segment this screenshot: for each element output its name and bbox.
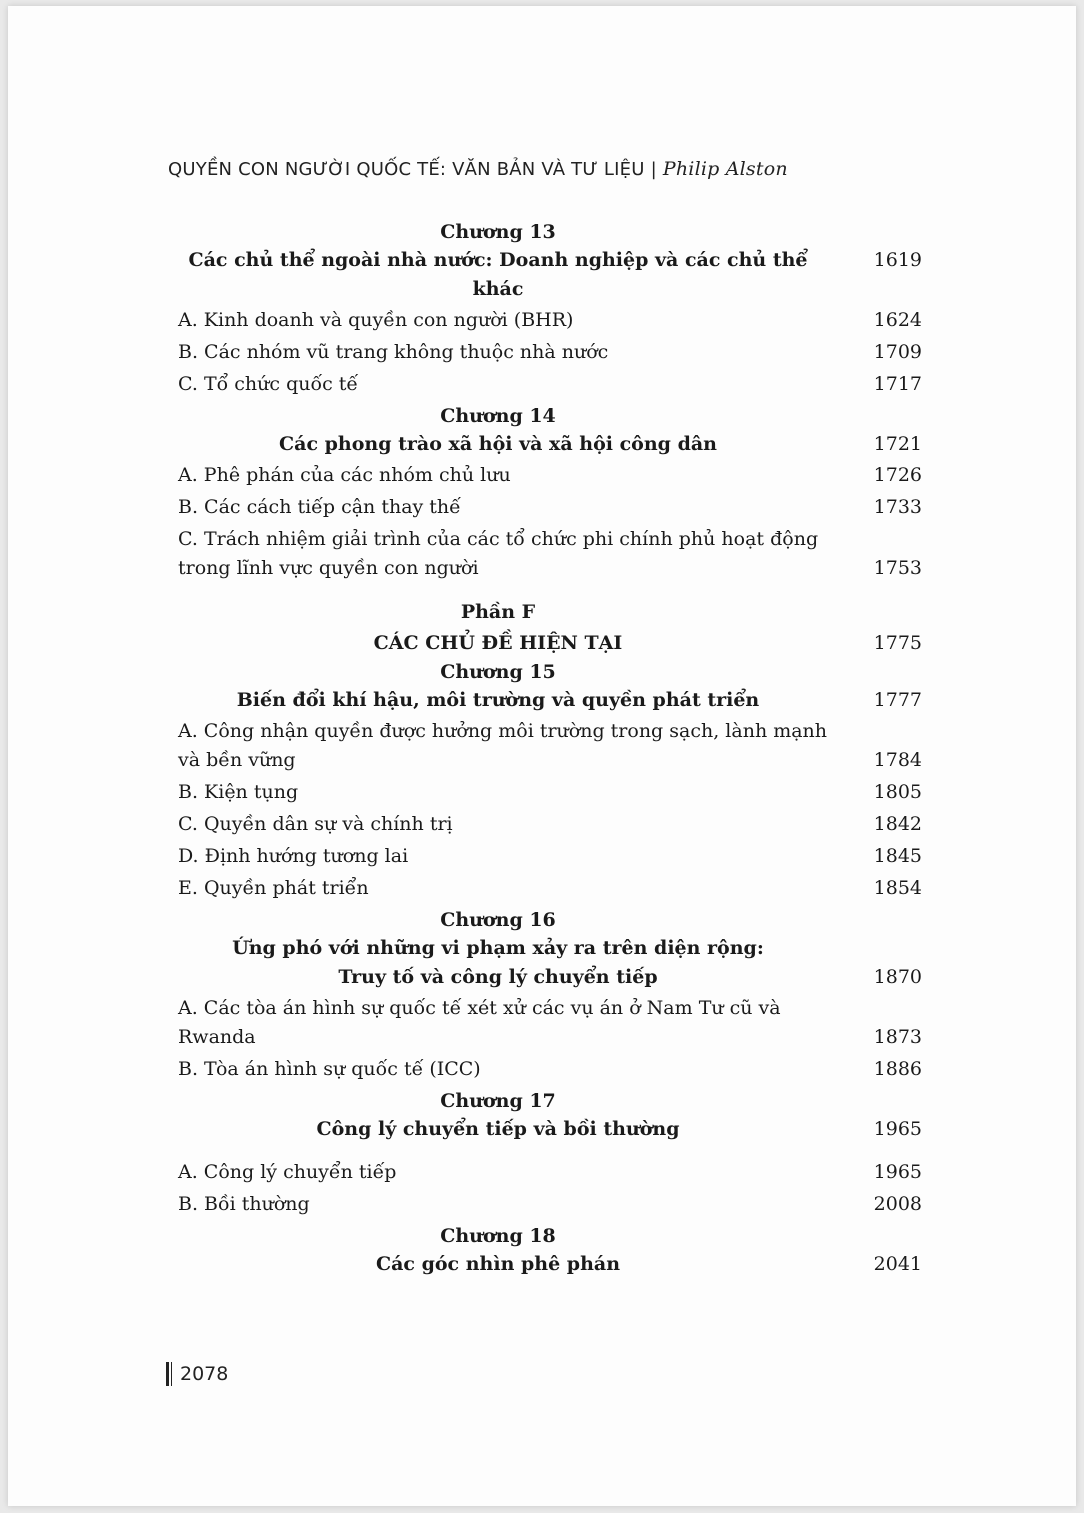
chapter-16-title-line1: Ứng phó với những vi phạm xảy ra trên diện rộng: — [232, 937, 764, 959]
chapter-16-heading-line1 — [178, 934, 922, 963]
entry-page: 1845 — [873, 845, 922, 867]
chapter-17-heading — [178, 1115, 922, 1144]
entry-page: 1726 — [873, 464, 922, 486]
header-separator: | — [650, 159, 657, 180]
toc-entry — [178, 717, 922, 775]
chapter-14-label: Chương 14 — [440, 405, 556, 427]
chapter-18-heading — [178, 1250, 922, 1279]
entry-page: 1965 — [873, 1161, 922, 1183]
toc-entry — [178, 306, 922, 335]
part-f-page: 1775 — [873, 632, 922, 654]
entry-page: 1842 — [873, 813, 922, 835]
toc-entry — [178, 525, 922, 583]
entry-page: 1709 — [873, 341, 922, 363]
toc-entry — [178, 338, 922, 367]
entry-page: 1717 — [873, 373, 922, 395]
chapter-17-title: Công lý chuyển tiếp và bồi thường — [316, 1118, 680, 1140]
entry-text: A. Các tòa án hình sự quốc tế xét xử các vụ án ở Nam Tư cũ và Rwanda — [178, 997, 781, 1048]
book-title: QUYỀN CON NGƯỜI QUỐC TẾ: VĂN BẢN VÀ TƯ LIỆU — [168, 159, 645, 180]
entry-page: 1873 — [873, 1026, 922, 1048]
running-head — [168, 158, 788, 180]
chapter-13-heading — [178, 246, 922, 304]
chapter-18-label: Chương 18 — [440, 1225, 556, 1247]
toc-entry — [178, 461, 922, 490]
entry-page: 1805 — [873, 781, 922, 803]
entry-text: A. Phê phán của các nhóm chủ lưu — [178, 464, 511, 486]
toc-entry — [178, 493, 922, 522]
chapter-15-heading — [178, 686, 922, 715]
part-f-title: CÁC CHỦ ĐỀ HIỆN TẠI — [373, 632, 623, 654]
entry-page: 1624 — [873, 309, 922, 331]
entry-page: 1733 — [873, 496, 922, 518]
entry-text: A. Kinh doanh và quyền con người (BHR) — [178, 309, 574, 331]
chapter-16-label: Chương 16 — [440, 909, 556, 931]
toc-entry — [178, 778, 922, 807]
entry-text: E. Quyền phát triển — [178, 877, 369, 899]
entry-page: 2008 — [873, 1193, 922, 1215]
entry-page: 1784 — [873, 749, 922, 771]
toc-entry — [178, 874, 922, 903]
chapter-15-page: 1777 — [873, 689, 922, 711]
page-footer — [166, 1362, 228, 1386]
book-page — [8, 6, 1076, 1506]
chapter-16-title-line2: Truy tố và công lý chuyển tiếp — [338, 966, 658, 988]
toc-entry — [178, 1190, 922, 1219]
chapter-16-heading-line2 — [178, 963, 922, 992]
toc-entry — [178, 810, 922, 839]
entry-text: C. Trách nhiệm giải trình của các tổ chức phi chính phủ hoạt động trong lĩnh vực quyền con người — [178, 528, 819, 579]
part-f-label: Phần F — [460, 601, 536, 623]
chapter-16-page: 1870 — [873, 966, 922, 988]
toc-entry — [178, 370, 922, 399]
toc-entry — [178, 1158, 922, 1187]
toc-entry — [178, 1055, 922, 1084]
entry-page: 1753 — [873, 557, 922, 579]
author-name: Philip Alston — [662, 158, 788, 180]
chapter-14-title: Các phong trào xã hội và xã hội công dân — [279, 433, 717, 455]
chapter-15-label: Chương 15 — [440, 661, 556, 683]
entry-text: C. Tổ chức quốc tế — [178, 373, 359, 395]
chapter-13-title: Các chủ thể ngoài nhà nước: Doanh nghiệp và các chủ thể khác — [188, 249, 808, 300]
entry-text: B. Các nhóm vũ trang không thuộc nhà nước — [178, 341, 609, 363]
entry-text: B. Bồi thường — [178, 1193, 310, 1215]
toc-entry — [178, 994, 922, 1052]
chapter-17-label: Chương 17 — [440, 1090, 556, 1112]
chapter-15-title: Biến đổi khí hậu, môi trường và quyền phát triển — [236, 689, 760, 711]
part-f-heading — [178, 629, 922, 658]
entry-page: 1854 — [873, 877, 922, 899]
entry-text: A. Công lý chuyển tiếp — [178, 1161, 397, 1183]
entry-text: C. Quyền dân sự và chính trị — [178, 813, 453, 835]
entry-text: B. Các cách tiếp cận thay thế — [178, 496, 461, 518]
entry-text: B. Kiện tụng — [178, 781, 299, 803]
chapter-14-heading — [178, 430, 922, 459]
chapter-18-title: Các góc nhìn phê phán — [375, 1253, 621, 1275]
entry-text: D. Định hướng tương lai — [178, 845, 409, 867]
page-number: 2078 — [180, 1363, 229, 1385]
chapter-17-page: 1965 — [873, 1118, 922, 1140]
chapter-14-page: 1721 — [873, 433, 922, 455]
chapter-13-label: Chương 13 — [440, 221, 556, 243]
toc-entry — [178, 842, 922, 871]
entry-text: A. Công nhận quyền được hưởng môi trường trong sạch, lành mạnh và bền vững — [178, 720, 828, 771]
entry-page: 1886 — [873, 1058, 922, 1080]
chapter-18-page: 2041 — [873, 1253, 922, 1275]
table-of-contents — [178, 218, 922, 1279]
chapter-13-page: 1619 — [873, 249, 922, 271]
entry-text: B. Tòa án hình sự quốc tế (ICC) — [178, 1058, 481, 1080]
footer-bar-mark — [166, 1362, 172, 1386]
